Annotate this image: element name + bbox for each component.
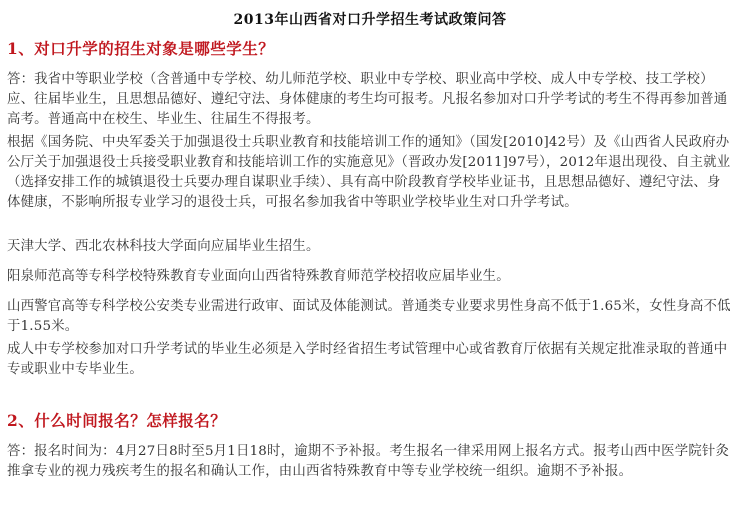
document-title: 2013年山西省对口升学招生考试政策问答: [233, 12, 507, 28]
paragraph-answer-2: 答：报名时间为：4月27日8时至5月1日18时，逾期不予补报。考生报名一律采用网上报名方式。报考山西中医学院针灸推拿专业的视力残疾考生的报名和确认工作，由山西省特殊教育中等专业学校统一组织。逾期不予补报。: [7, 444, 730, 479]
paragraph-police-college: 山西警官高等专科学校公安类专业需进行政审、面试及体能测试。普通类专业要求男性身高不低于1.65米，女性身高不低于1.55米。: [7, 299, 731, 334]
paragraph-veterans: 根据《国务院、中央军委关于加强退役士兵职业教育和技能培训工作的通知》（国发[2010]42号）及《山西省人民政府办公厅关于加强退役士兵接受职业教育和技能培训工作的实施意见》（晋政办发[2011]97号），2012年退出现役、自主就业（选择安排工作的城镇退役士兵要办理自谋职业手续）、具有高中阶段教育学校毕业证书，且思想品德好、遵纪守法、身体健康，不影响所报专业学习的退役士兵，可报名参加我省中等职业学校毕业生对口升学考试。: [7, 135, 731, 210]
section-heading-2: 2、什么时间报名？怎样报名？: [7, 411, 227, 430]
paragraph-yangquan: 阳泉师范高等专科学校特殊教育专业面向山西省特殊教育师范学校招收应届毕业生。: [7, 269, 510, 284]
paragraph-tianjin-nwafu: 天津大学、西北农林科技大学面向应届毕业生招生。: [7, 239, 320, 254]
section-heading-1: 1、对口升学的招生对象是哪些学生？: [7, 39, 275, 58]
paragraph-answer-1: 答：我省中等职业学校（含普通中专学校、幼儿师范学校、职业中专学校、职业高中学校、成人中专学校、技工学校）应、往届毕业生，且思想品德好、遵纪守法、身体健康的考生均可报考。凡报名参加对口升学考试的考生不得再参加普通高考。普通高中在校生、毕业生、往届生不得报考。: [7, 72, 728, 127]
paragraph-adult-school: 成人中专学校参加对口升学考试的毕业生必须是入学时经省招生考试管理中心或省教育厅依据有关规定批准录取的普通中专或职业中专毕业生。: [7, 342, 728, 377]
